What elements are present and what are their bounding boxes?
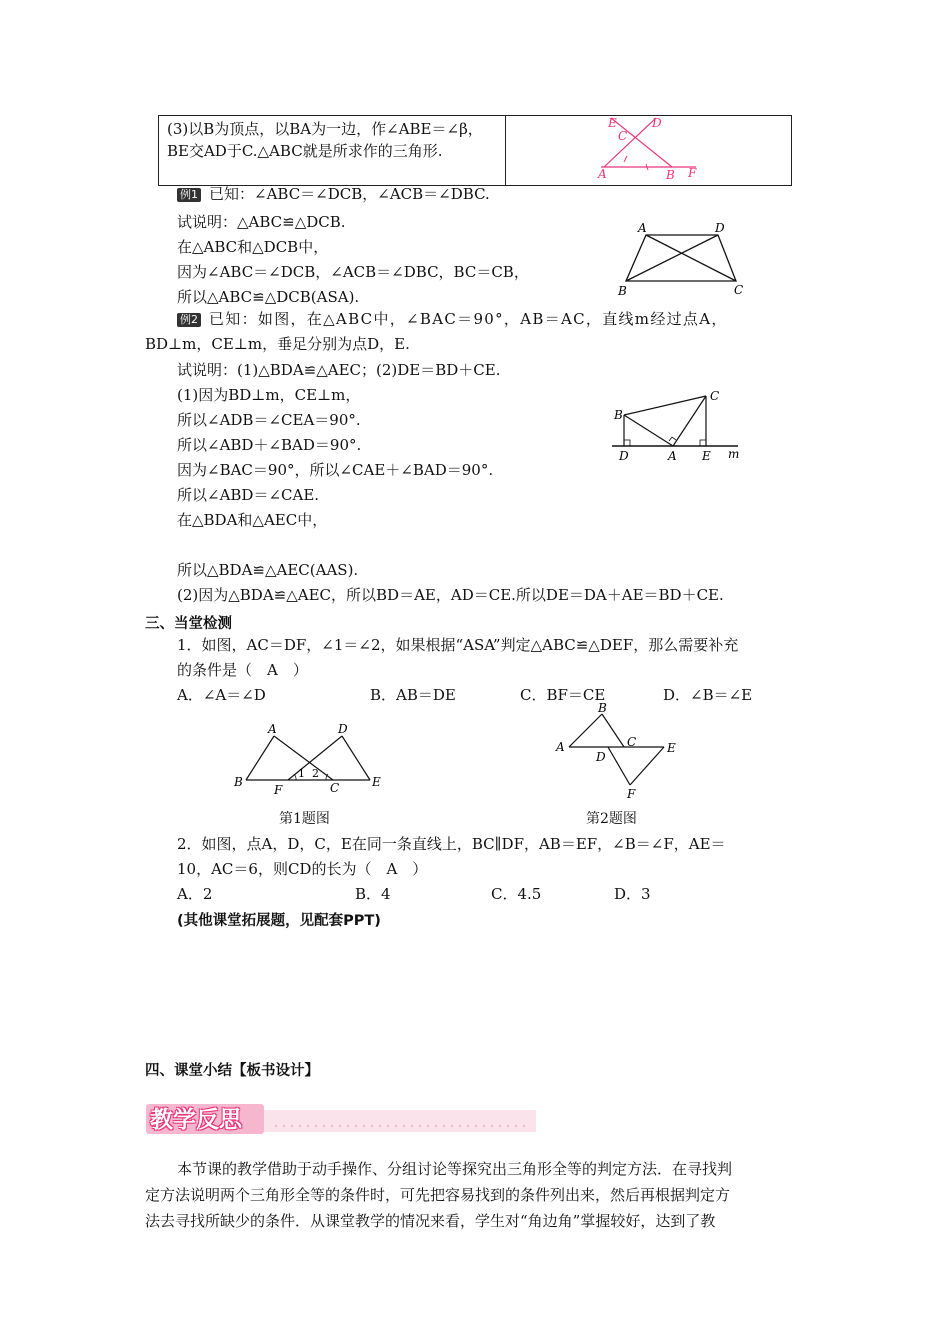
ex1-label-D: D xyxy=(715,221,725,235)
fig2-label-F: F xyxy=(627,787,636,800)
fig1-label-C: C xyxy=(330,781,340,795)
fig1-label-D: D xyxy=(338,722,348,736)
fig1-label-2: 2 xyxy=(312,767,319,780)
fig2-caption: 第2题图 xyxy=(586,811,637,827)
construction-figure xyxy=(506,116,790,181)
fig2-label-D: D xyxy=(596,750,606,764)
example2-line-2: (1)因为BD⊥m，CE⊥m， xyxy=(177,386,361,404)
q1-line-2: 的条件是（ A ） xyxy=(177,661,308,679)
q1-option-d: D．∠B＝∠E xyxy=(663,686,753,704)
example1-tag: 例1 xyxy=(177,188,201,202)
q1-option-b: B．AB＝DE xyxy=(370,686,456,704)
fig1-label-B: B xyxy=(234,775,243,789)
fig1-label-E: E xyxy=(372,775,381,789)
construction-step-table xyxy=(158,115,792,186)
fig1-caption: 第1题图 xyxy=(279,811,330,827)
section4-title: 四、课堂小结【板书设计】 xyxy=(145,1063,319,1079)
example1-figure xyxy=(608,218,758,300)
ex2-label-C: C xyxy=(710,389,720,403)
fig-label-D: D xyxy=(652,116,662,130)
q2-option-a: A．2 xyxy=(177,885,213,903)
example2-conclusion: 所以△BDA≌△AEC(AAS). xyxy=(177,561,359,579)
example1-line-3: 因为∠ABC＝∠DCB，∠ACB＝∠DBC，BC＝CB， xyxy=(177,263,529,281)
reflection-line-1: 本节课的教学借助于动手操作、分组讨论等探究出三角形全等的判定方法．在寻找判 xyxy=(177,1160,733,1178)
reflection-line-2: 定方法说明两个三角形全等的条件时，可先把容易找到的条件列出来，然后再根据判定方 xyxy=(145,1186,731,1204)
fig2-label-E: E xyxy=(667,741,676,755)
fig-label-E: E xyxy=(608,116,617,130)
step-figure-cell xyxy=(506,116,792,186)
ex2-label-m: m xyxy=(728,447,740,461)
example2-line-6: 所以∠ABD＝∠CAE. xyxy=(177,486,320,504)
example2-line-1: 试说明：(1)△BDA≌△AEC；(2)DE＝BD＋CE. xyxy=(177,361,501,379)
example2-line-4: 所以∠ABD＋∠BAD＝90°. xyxy=(177,436,362,454)
example2-line-7: 在△BDA和△AEC中， xyxy=(177,511,328,529)
step-text-cell xyxy=(159,116,506,186)
example1-line-1: 试说明：△ABC≌△DCB. xyxy=(177,213,346,231)
q1-option-c: C．BF＝CE xyxy=(520,686,606,704)
extension-note: (其他课堂拓展题，见配套PPT) xyxy=(177,913,381,929)
ex2-label-E: E xyxy=(702,449,711,463)
ex1-label-B: B xyxy=(618,284,627,298)
reflection-banner-title: 教学反思 xyxy=(150,1107,242,1133)
q1-line-1: 1．如图，AC＝DF，∠1＝∠2，如果根据“ASA”判定△ABC≌△DEF，那么需要补充 xyxy=(177,636,739,654)
fig-label-A: A xyxy=(598,167,607,181)
fig2-label-A: A xyxy=(556,740,565,754)
fig2-label-C: C xyxy=(627,735,637,749)
fig1-label-A: A xyxy=(268,722,277,736)
example2-tag: 例2 xyxy=(177,313,201,327)
example2-figure xyxy=(606,386,756,466)
example2-given-2: BD⊥m，CE⊥m，垂足分别为点D，E. xyxy=(145,335,410,353)
example1-line-4: 所以△ABC≌△DCB(ASA). xyxy=(177,288,360,306)
ex1-label-A: A xyxy=(638,221,647,235)
fig1-label-F: F xyxy=(274,783,283,797)
ex2-label-B: B xyxy=(614,408,623,422)
q2-option-c: C．4.5 xyxy=(491,885,542,903)
example2-given-1 xyxy=(177,309,728,329)
example1-given xyxy=(177,184,490,204)
example2-line-5: 因为∠BAC＝90°，所以∠CAE＋∠BAD＝90°. xyxy=(177,461,494,479)
example2-part2: (2)因为△BDA≌△AEC，所以BD＝AE，AD＝CE.所以DE＝DA＋AE＝BD＋CE. xyxy=(177,586,724,604)
fig1-label-1: 1 xyxy=(298,767,305,780)
example2-given-text: 已知：如图，在△ABC中，∠BAC＝90°，AB＝AC，直线m经过点A， xyxy=(209,310,728,328)
ex1-label-C: C xyxy=(734,283,744,297)
fig-label-C: C xyxy=(618,129,628,143)
q2-line-1: 2．如图，点A，D，C，E在同一条直线上，BC∥DF，AB＝EF，∠B＝∠F，AE＝ xyxy=(177,835,726,853)
ex2-label-A: A xyxy=(668,449,677,463)
fig-label-B: B xyxy=(666,168,675,181)
q2-figure xyxy=(552,700,682,800)
q1-option-a: A．∠A＝∠D xyxy=(177,686,266,704)
section3-title: 三、当堂检测 xyxy=(145,616,232,632)
fig2-label-B: B xyxy=(598,701,607,715)
step-text: (3)以B为顶点，以BA为一边，作∠ABE＝∠β，BE交AD于C.△ABC就是所求作的三角形. xyxy=(167,120,483,160)
q2-option-d: D．3 xyxy=(614,885,651,903)
ex2-label-D: D xyxy=(619,449,629,463)
reflection-line-3: 法去寻找所缺少的条件．从课堂教学的情况来看，学生对“角边角”掌握较好，达到了教 xyxy=(145,1212,716,1230)
q2-line-2: 10，AC＝6，则CD的长为（ A ） xyxy=(177,860,428,878)
q1-figure xyxy=(230,718,390,800)
example2-line-3: 所以∠ADB＝∠CEA＝90°. xyxy=(177,411,361,429)
example1-line-2: 在△ABC和△DCB中， xyxy=(177,238,329,256)
q2-option-b: B．4 xyxy=(355,885,391,903)
example1-given-text: 已知：∠ABC＝∠DCB，∠ACB＝∠DBC. xyxy=(209,185,490,203)
fig-label-F: F xyxy=(688,166,697,180)
